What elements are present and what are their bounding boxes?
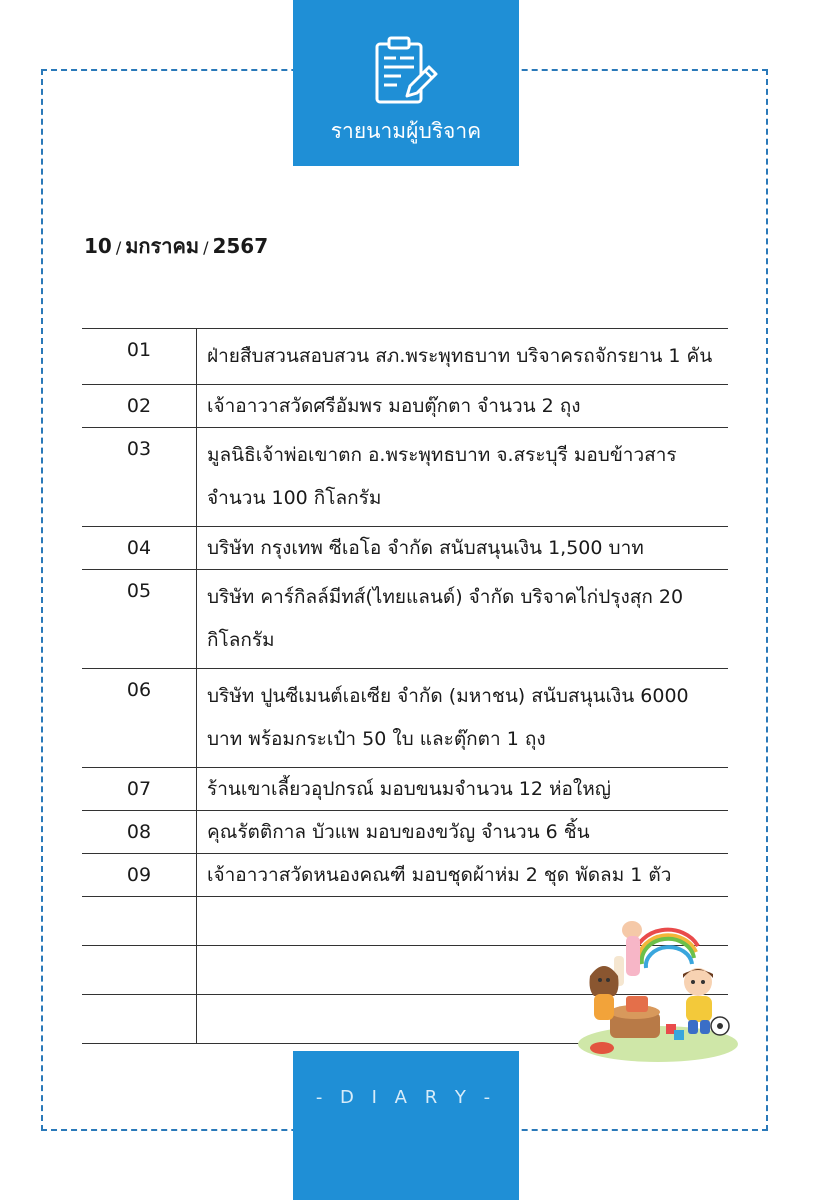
header-banner — [293, 0, 519, 166]
table-row — [82, 570, 728, 669]
table-row — [82, 768, 728, 811]
footer-diary-label: - D I A R Y - — [315, 1087, 497, 1108]
donor-description: เจ้าอาวาสวัดศรีอัมพร มอบตุ๊กตา จำนวน 2 ถุง — [197, 385, 729, 428]
row-number: 02 — [82, 385, 197, 428]
page-title: รายนามผู้บริจาค — [330, 119, 482, 143]
date-year: 2567 — [212, 234, 269, 258]
date-separator: / — [203, 238, 209, 257]
entry-date — [84, 232, 268, 262]
date-month: มกราคม — [125, 234, 200, 258]
footer-banner — [293, 1051, 519, 1200]
date-separator: / — [115, 238, 122, 257]
empty-cell — [82, 995, 197, 1044]
donor-description: ร้านเขาเลี้ยวอุปกรณ์ มอบขนมจำนวน 12 ห่อใหญ่ — [197, 768, 729, 811]
empty-cell — [82, 897, 197, 946]
donor-description: บริษัท คาร์กิลล์มีทส์(ไทยแลนด์) จำกัด บริจาคไก่ปรุงสุก 20 กิโลกรัม — [197, 570, 729, 669]
table-row — [82, 385, 728, 428]
date-day: 10 — [84, 234, 112, 258]
donor-description: มูลนิธิเจ้าพ่อเขาตก อ.พระพุทธบาท จ.สระบุรี มอบข้าวสาร จำนวน 100 กิโลกรัม — [197, 428, 729, 527]
table-row — [82, 811, 728, 854]
row-number: 09 — [82, 854, 197, 897]
row-number: 06 — [82, 669, 197, 768]
empty-cell — [82, 946, 197, 995]
donor-description: บริษัท กรุงเทพ ซีเอโอ จำกัด สนับสนุนเงิน 1,500 บาท — [197, 527, 729, 570]
table-row — [82, 854, 728, 897]
row-number: 08 — [82, 811, 197, 854]
kids-playing-illustration — [574, 916, 742, 1066]
donor-description: บริษัท ปูนซีเมนต์เอเซีย จำกัด (มหาชน) สนับสนุนเงิน 6000 บาท พร้อมกระเป๋า 50 ใบ และตุ๊กตา 1 ถุง — [197, 669, 729, 768]
row-number: 01 — [82, 329, 197, 385]
table-row — [82, 428, 728, 527]
clipboard-pen-icon — [371, 34, 441, 108]
row-number: 04 — [82, 527, 197, 570]
table-row — [82, 669, 728, 768]
donor-description: ฝ่ายสืบสวนสอบสวน สภ.พระพุทธบาท บริจาครถจักรยาน 1 คัน — [197, 329, 729, 385]
row-number: 05 — [82, 570, 197, 669]
row-number: 07 — [82, 768, 197, 811]
table-row — [82, 527, 728, 570]
donor-description: เจ้าอาวาสวัดหนองคณฑี มอบชุดผ้าห่ม 2 ชุด พัดลม 1 ตัว — [197, 854, 729, 897]
row-number: 03 — [82, 428, 197, 527]
donor-description: คุณรัตติกาล บัวแพ มอบของขวัญ จำนวน 6 ชิ้น — [197, 811, 729, 854]
table-row — [82, 329, 728, 385]
